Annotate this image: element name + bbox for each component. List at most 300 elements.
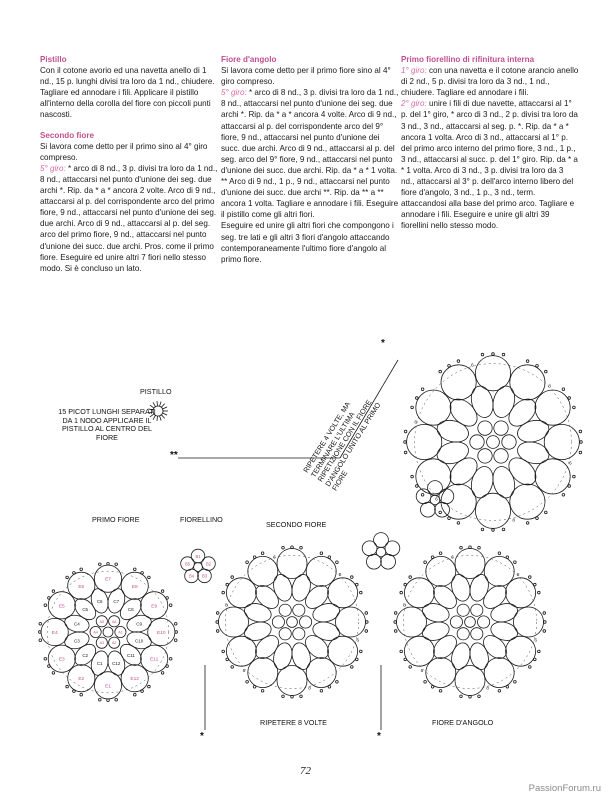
- flower-angolo-top-picot: [502, 353, 505, 356]
- flower-angolo-center: [465, 617, 476, 628]
- flower-secondo-picot: [246, 561, 249, 564]
- label-fiore-angolo: FIORE D'ANGOLO: [432, 718, 494, 727]
- flower-secondo-petal: [242, 619, 273, 643]
- flower-angolo-picot: [439, 552, 442, 555]
- flower-angolo-petal: [489, 601, 520, 625]
- column-fiore-angolo: [221, 54, 399, 274]
- flower-secondo-picot: [300, 546, 303, 549]
- pistillo-picot: [161, 415, 164, 419]
- flower-primo-picot: [39, 639, 42, 642]
- flower-angolo-inner-ring: [471, 604, 483, 616]
- text-giro1: con una navetta e il cotone arancio anello di 2 nd., 5 p. divisi tra loro da 3 nd., 1 nd., chiudere. Tagliare ed annodare i fili.: [401, 66, 579, 98]
- petal-label: C12: [112, 661, 121, 667]
- flower-secondo-outer-arc: [219, 607, 249, 637]
- flower-primo-picot: [115, 563, 118, 566]
- flower-angolo-petal: [467, 572, 491, 603]
- flower-angolo-top-inner-ring: [478, 449, 492, 463]
- flower-angolo-top-petal: [468, 464, 496, 500]
- flower-secondo-inner-ring: [293, 604, 305, 616]
- flower-angolo-outer-arc: [404, 578, 434, 608]
- outer-label: E8: [131, 584, 138, 590]
- giro-label: 5° giro:: [221, 88, 247, 98]
- inner-label: A4: [93, 630, 98, 635]
- flower-secondo-petal: [289, 641, 313, 672]
- flower-angolo: [394, 546, 546, 698]
- flower-angolo-picot: [431, 686, 434, 689]
- flower-secondo-picot: [253, 686, 256, 689]
- flower-secondo-outer-arc: [277, 666, 307, 696]
- flower-angolo-top-picot: [404, 451, 407, 454]
- flower-primo-picot: [174, 623, 177, 626]
- flower-primo-picot: [44, 658, 47, 661]
- flower-primo-picot: [161, 672, 164, 675]
- flower-primo-picot: [44, 604, 47, 607]
- flower-angolo-top-picot: [502, 528, 505, 531]
- label-pistillo-note: 15 PICOT LUNGHI SEPARATI DA 1 NODO APPLICARE IL PISTILLO AL CENTRO DEL FIORE: [58, 407, 156, 442]
- outer-label: E11: [150, 657, 159, 663]
- flower-primo-picot: [175, 631, 178, 634]
- outer-label: E9: [151, 604, 158, 610]
- flower-secondo-inner-ring: [300, 616, 312, 628]
- giro2-label: 2° giro:: [401, 99, 427, 109]
- flower-angolo-top: [404, 353, 583, 532]
- flower-secondo-picot: [356, 583, 359, 586]
- text-giro2: unire i fili di due navette, attaccarsi al 1° p. del 1° giro, * arco di 3 nd., 2 p. divisi tra loro da 3 nd., 3 nd., attaccarsi al seg. p. *. Rip. da * a * ancora 1 volta. Arco di 3 nd., attaccarsi al 1° p. del primo arco interno del primo fiore, 3 nd., 1 p., 3 nd., attaccarsi al succ. p. del 1° giro. Rip. da * a * 1 volta. Arco di 3 nd., 3 p. divisi tra loro da 3 nd., attaccarsi al 3° p. dell'arco interno libero del fiore d'angolo, 3 nd., 1 p., 3 nd., term. attaccandosi alla base del primo arco. Tagliare e annodare i fili. Eseguire e unire gli altri 39 fiorellini nello stesso modo.: [401, 99, 578, 231]
- flower-primo-center: [103, 627, 113, 637]
- stitch-count: 8: [516, 572, 520, 578]
- flower-secondo-picot: [336, 681, 339, 684]
- flower-angolo-top-outer-arc: [535, 459, 570, 494]
- flower-secondo-center: [287, 617, 298, 628]
- flower-angolo-top-inner-ring: [478, 421, 492, 435]
- label-ripetere-4: RIPETERE 4 VOLTE, MA TERMINARE L'ULTIMA RIPETIZIONE CON IL FIORE D'ANGOLO UNITO AL PRIMO FIORE: [301, 398, 383, 493]
- flower-angolo-top-picot: [457, 522, 460, 525]
- flower-secondo-picot: [216, 621, 219, 624]
- flower-secondo-outer-arc: [226, 578, 256, 608]
- flower-primo-picot: [166, 597, 169, 600]
- outer-label: E4: [51, 631, 58, 636]
- flower-angolo-top-outer-arc: [510, 365, 545, 400]
- page-number: 72: [300, 765, 311, 777]
- flower-angolo-top-picot: [536, 517, 539, 520]
- flower-angolo-picot: [394, 630, 397, 633]
- flower-angolo-top-picot: [457, 360, 460, 363]
- flower-secondo-petal: [271, 641, 295, 672]
- flower-secondo-outer-arc: [328, 636, 358, 666]
- flower-angolo-outer-arc: [404, 636, 434, 666]
- flower-angolo-top-picot: [421, 494, 424, 497]
- flower-secondo-picot: [366, 621, 369, 624]
- flower-angolo-petal: [449, 572, 473, 603]
- outer-label: E2: [78, 677, 85, 683]
- flower-angolo-outer-arc: [506, 636, 536, 666]
- outer-label: E10: [157, 631, 166, 636]
- flower-angolo-top-outer-arc: [475, 493, 510, 528]
- petal-label: C8: [127, 607, 134, 613]
- flower-angolo-picot: [394, 621, 397, 624]
- flower-angolo-inner-ring: [450, 616, 462, 628]
- flower-angolo-top-picot: [404, 430, 407, 433]
- flower-secondo-picot: [360, 650, 363, 653]
- flower-angolo-top-inner-ring: [494, 421, 508, 435]
- flower-angolo-outer-arc: [455, 666, 485, 696]
- flower-angolo-picot: [529, 576, 532, 579]
- flower-primo-picot: [115, 698, 118, 701]
- flower-angolo-top-center: [487, 436, 500, 449]
- flower-angolo-picot: [543, 612, 546, 615]
- flower-angolo-top-outer-arc: [475, 356, 510, 391]
- heading-fiore-angolo: Fiore d'angolo: [221, 55, 277, 64]
- flower-secondo-picot: [226, 583, 229, 586]
- stitch-count: 6: [568, 461, 572, 467]
- flower-secondo-picot: [320, 552, 323, 555]
- section-fiore-angolo: [221, 54, 399, 265]
- text-pistillo: Con il cotone avorio ed una navetta anello di 1 nd., 15 p. lunghi divisi tra loro da 1 nd., chiudere. Tagliare ed annodare i fili. Applicare il pistillo all'interno della corolla del fiore con piccoli punti nascosti.: [40, 66, 215, 120]
- stitch-count: 8: [224, 603, 228, 609]
- column-fiorellino: [401, 54, 579, 241]
- flower-angolo-picot: [514, 681, 517, 684]
- flower-secondo-picot: [328, 686, 331, 689]
- flower-angolo-picot: [498, 690, 501, 693]
- flower-angolo-top-picot: [439, 370, 442, 373]
- marker-star-left: *: [200, 731, 204, 742]
- petal-label: C7: [113, 598, 120, 604]
- section-pistillo: [40, 54, 218, 121]
- flower-secondo-picot: [261, 690, 264, 693]
- flower-primo-picot: [99, 698, 102, 701]
- flower-angolo-outer-arc: [455, 549, 485, 579]
- flower-angolo-petal: [420, 601, 451, 625]
- stitch-count: 6: [534, 638, 538, 644]
- flower-secondo-picot: [282, 546, 285, 549]
- flower-angolo-top-picot: [411, 406, 414, 409]
- pistillo-picot: [157, 401, 158, 406]
- flower-secondo-picot: [282, 695, 285, 698]
- fiorellino-label: B2: [205, 561, 212, 567]
- text-secondo-intro: Si lavora come detto per il primo sino al 4° giro compreso.: [40, 141, 208, 162]
- flower-angolo-top-outer-arc: [441, 365, 476, 400]
- flower-secondo-picot: [328, 556, 331, 559]
- flower-primo-picot: [141, 690, 144, 693]
- flower-angolo-top-picot: [562, 494, 565, 497]
- flower-primo-picot: [73, 572, 76, 575]
- flower-angolo-top-outer-arc: [441, 484, 476, 519]
- flower-angolo-outer-arc: [484, 556, 514, 586]
- flower-primo-picot: [148, 576, 151, 579]
- flower-secondo-outer-arc: [226, 636, 256, 666]
- flower-fiorellino-2-center: [376, 547, 386, 557]
- flower-angolo-top-picot: [568, 397, 571, 400]
- flower-angolo-outer-arc: [426, 658, 456, 688]
- flower-primo-picot: [134, 693, 137, 696]
- flower-secondo-picot: [246, 681, 249, 684]
- flower-angolo-picot: [431, 556, 434, 559]
- flower-angolo-petal: [420, 619, 451, 643]
- flower-primo-picot: [169, 604, 172, 607]
- flower-angolo-outer-arc: [484, 658, 514, 688]
- label-pistillo: PISTILLO: [140, 387, 172, 396]
- flower-angolo-picot: [460, 546, 463, 549]
- petal-label: C3: [74, 638, 80, 644]
- flower-angolo-picot: [409, 576, 412, 579]
- giro-label: 5° giro:: [40, 163, 66, 173]
- flower-angolo-picot: [514, 561, 517, 564]
- pistillo-picot: [160, 402, 162, 407]
- flower-primo-picot: [39, 623, 42, 626]
- flower-angolo-picot: [404, 658, 407, 661]
- flower-secondo-picot: [261, 552, 264, 555]
- flower-angolo-inner-ring: [457, 628, 469, 640]
- flower-secondo-petal: [271, 572, 295, 603]
- flower-primo-picot: [48, 597, 51, 600]
- flower-fiorellino-2: [362, 533, 400, 570]
- flower-angolo-picot: [538, 591, 541, 594]
- fiorellino-label: B4: [188, 573, 195, 579]
- giro1-label: 1° giro:: [401, 66, 427, 76]
- flower-angolo-top-picot: [568, 485, 571, 488]
- watermark: PassionForum.ru: [528, 783, 601, 794]
- flower-secondo-picot: [300, 695, 303, 698]
- flower-angolo-top-picot: [580, 441, 583, 444]
- flower-angolo-top-picot: [404, 441, 407, 444]
- flower-secondo-picot: [351, 576, 354, 579]
- fiorellino-label: B5: [184, 561, 191, 567]
- flower-angolo-petal: [467, 641, 491, 672]
- flower-primo-picot: [148, 685, 151, 688]
- outer-label: E7: [105, 577, 111, 583]
- flower-angolo-picot: [469, 696, 472, 699]
- flower-secondo-picot: [216, 630, 219, 633]
- flower-angolo-top-picot: [481, 353, 484, 356]
- flower-angolo-outer-arc: [514, 607, 544, 637]
- pistillo-picot: [163, 413, 168, 415]
- flower-angolo-top-petal: [435, 417, 471, 445]
- section-secondo-fiore: [40, 130, 218, 274]
- text-angolo-closing: Eseguire ed unire gli altri fiori che compongono i seg. tre lati e gli altri 3 fiori d'angolo attaccando contemporaneamente l'ultimo fiore d'angolo al primo fiore.: [221, 221, 394, 264]
- tatting-diagram: [0, 330, 611, 750]
- inner-label: A2: [111, 641, 117, 646]
- flower-primo-picot: [80, 568, 83, 571]
- outer-label: E6: [78, 584, 85, 590]
- pistillo-picot: [157, 416, 158, 421]
- flower-angolo-picot: [538, 650, 541, 653]
- text-angolo-giro: * arco di 8 nd., 3 p. divisi tra loro da 1 nd., 8 nd., attaccarsi nel punto d'unione dei seg. due archi *. Rip. da * a * ancora 4 volte. Arco di 9 nd., attaccarsi al p. del corrispondente arco del 9° fiore, 9 nd., attaccarsi nel punto d'unione dei succ. due archi. Arco di 9 nd., attaccarsi al p. del seg. arco del 9° fiore, 9 nd., attaccarsi nel punto d'unione dei succ. due archi. Rip. da * a * 1 volta. ** Arco di 9 nd., 1 p., 9 nd., attaccarsi nel punto d'unione dei succ. due archi **. Rip. da ** a ** ancora 1 volta. Tagliare e annodare i fili. Eseguire il pistillo come gli altri fiori.: [221, 88, 399, 220]
- flower-secondo-outer-arc: [306, 556, 336, 586]
- marker-star-top: *: [381, 338, 385, 349]
- label-fiorellino: FIORELLINO: [180, 515, 223, 524]
- flower-angolo-top-outer-arc: [416, 459, 451, 494]
- flower-fiorellino-2-arc: [374, 533, 389, 548]
- petal-label: C2: [82, 652, 89, 658]
- flower-fiorellino-3-arc: [428, 481, 443, 496]
- flower-secondo-picot: [231, 576, 234, 579]
- flower-secondo-picot: [216, 612, 219, 615]
- flower-angolo-top-petal: [490, 464, 518, 500]
- flower-angolo-top-picot: [416, 397, 419, 400]
- flower-angolo-top-picot: [573, 406, 576, 409]
- flower-primo-picot: [39, 631, 42, 634]
- flower-angolo-top-picot: [448, 365, 451, 368]
- flower-primo-picot: [174, 639, 177, 642]
- stitch-count: 6: [435, 497, 438, 503]
- inner-label: A5: [99, 619, 105, 624]
- label-secondo-fiore: SECONDO FIORE: [266, 520, 327, 529]
- stitch-count: 8: [338, 572, 342, 578]
- flower-angolo-top-outer-arc: [510, 484, 545, 519]
- flower-angolo-picot: [478, 695, 481, 698]
- flower-secondo-picot: [320, 690, 323, 693]
- label-primo-fiore: PRIMO FIORE: [92, 515, 140, 524]
- flower-fiorellino-2-arc: [362, 541, 377, 556]
- flower-angolo-top-picot: [481, 528, 484, 531]
- flower-angolo-top-picot: [545, 511, 548, 514]
- flower-angolo-top-picot: [526, 360, 529, 363]
- stitch-count: 6: [356, 638, 360, 644]
- flower-primo-picot: [161, 590, 164, 593]
- flower-primo-outline: [47, 571, 169, 693]
- stitch-count: 6: [451, 555, 454, 561]
- petal-label: C11: [126, 652, 135, 658]
- flower-angolo-picot: [469, 546, 472, 549]
- flower-angolo-outer-arc: [397, 607, 427, 637]
- heading-secondo-fiore: Secondo fiore: [40, 130, 94, 140]
- marker-double-star: **: [170, 450, 178, 461]
- flower-angolo-picot: [394, 612, 397, 615]
- flower-secondo-picot: [365, 612, 368, 615]
- flower-angolo-top-inner-ring: [494, 449, 508, 463]
- flower-angolo-top-picot: [492, 353, 495, 356]
- flower-angolo-picot: [534, 583, 537, 586]
- flower-angolo-picot: [424, 681, 427, 684]
- inner-label: A1: [118, 630, 123, 635]
- flower-angolo-top-petal: [435, 439, 471, 467]
- flower-secondo-picot: [291, 546, 294, 549]
- flower-angolo-top-petal: [490, 384, 518, 420]
- petal-label: C5: [82, 607, 89, 613]
- flower-secondo-picot: [365, 630, 368, 633]
- flower-angolo-picot: [506, 556, 509, 559]
- flower-secondo-outer-arc: [248, 556, 278, 586]
- flower-angolo-picot: [543, 630, 546, 633]
- petal-label: C4: [74, 621, 80, 627]
- flower-secondo-petal: [311, 601, 342, 625]
- flower-secondo: [216, 546, 368, 698]
- flower-secondo-outer-arc: [306, 658, 336, 688]
- column-pistillo-secondo: [40, 54, 218, 283]
- outer-label: E12: [130, 677, 139, 683]
- flower-angolo-picot: [506, 686, 509, 689]
- flower-secondo-picot: [226, 658, 229, 661]
- pistillo-picot: [160, 416, 162, 421]
- flower-angolo-top-outer-arc: [416, 390, 451, 425]
- petal-label: C1: [96, 661, 103, 667]
- flower-primo-picot: [52, 672, 55, 675]
- outer-label: E3: [58, 657, 65, 663]
- stitch-count: 8: [308, 686, 311, 692]
- flower-angolo-top-outer-arc: [535, 390, 570, 425]
- heading-pistillo: Pistillo: [40, 55, 67, 64]
- stitch-count: 6: [420, 669, 424, 675]
- flower-angolo-top-picot: [421, 388, 424, 391]
- flower-secondo-picot: [291, 696, 294, 699]
- flower-angolo-picot: [460, 695, 463, 698]
- flower-primo-picot: [66, 576, 69, 579]
- flower-angolo-petal: [489, 619, 520, 643]
- flower-angolo-top-picot: [448, 517, 451, 520]
- flower-angolo-top-picot: [579, 430, 582, 433]
- fiorellino-label: B1: [195, 553, 201, 559]
- flower-primo-picot: [166, 665, 169, 668]
- marker-star-right: *: [377, 731, 381, 742]
- flower-secondo-picot: [351, 666, 354, 669]
- flower-secondo-inner-ring: [279, 604, 291, 616]
- flower-secondo-outer-arc: [336, 607, 366, 637]
- flower-angolo-picot: [439, 690, 442, 693]
- stitch-count: 8: [486, 686, 489, 692]
- outer-label: E1: [105, 684, 111, 690]
- flower-fiorellino-center: [194, 563, 203, 572]
- flower-angolo-inner-ring: [478, 616, 490, 628]
- flower-primo-picot: [134, 568, 137, 571]
- flower-primo-picot: [107, 699, 110, 702]
- flower-secondo-picot: [222, 650, 225, 653]
- flower-angolo-picot: [400, 591, 403, 594]
- flower-angolo-picot: [404, 583, 407, 586]
- heading-fiorellino: Primo fiorellino di rifinitura interna: [401, 55, 535, 64]
- flower-primo-picot: [169, 658, 172, 661]
- flower-angolo-picot: [544, 621, 547, 624]
- petal-label: C6: [96, 598, 103, 604]
- stitch-count: 8: [548, 384, 551, 390]
- flower-secondo-petal: [311, 619, 342, 643]
- flower-primo-picot: [107, 563, 110, 566]
- flower-angolo-top-picot: [562, 388, 565, 391]
- flower-secondo-inner-ring: [279, 628, 291, 640]
- flower-angolo-picot: [529, 666, 532, 669]
- pistillo-picot: [163, 407, 168, 409]
- flower-secondo-picot: [231, 666, 234, 669]
- petal-label: C9: [136, 621, 142, 627]
- flower-angolo-outer-arc: [506, 578, 536, 608]
- flower-angolo-inner-ring: [471, 628, 483, 640]
- flower-primo-picot: [80, 693, 83, 696]
- flower-angolo-top-picot: [579, 451, 582, 454]
- flower-secondo-picot: [356, 658, 359, 661]
- inner-label: A6: [111, 619, 117, 624]
- petal-label: C10: [134, 638, 144, 644]
- flower-angolo-top-outer-arc: [407, 424, 442, 459]
- stitch-count: 8: [402, 603, 406, 609]
- stitch-count: 6: [273, 555, 276, 561]
- stitch-count: 6: [242, 669, 246, 675]
- section-fiorellino: [401, 54, 579, 232]
- flower-angolo-inner-ring: [457, 604, 469, 616]
- flower-angolo-picot: [534, 658, 537, 661]
- flower-angolo-top-picot: [573, 475, 576, 478]
- flower-angolo-picot: [478, 546, 481, 549]
- flower-angolo-top-picot: [526, 522, 529, 525]
- flower-angolo-top-picot: [492, 529, 495, 532]
- flower-angolo-picot: [498, 552, 501, 555]
- flower-secondo-inner-ring: [272, 616, 284, 628]
- outer-label: E5: [58, 604, 65, 610]
- flower-angolo-top-petal: [468, 384, 496, 420]
- flower-angolo-picot: [400, 650, 403, 653]
- flower-secondo-picot: [253, 556, 256, 559]
- stitch-count: 8: [512, 518, 516, 524]
- flower-angolo-top-picot: [416, 485, 419, 488]
- flower-primo-picot: [73, 690, 76, 693]
